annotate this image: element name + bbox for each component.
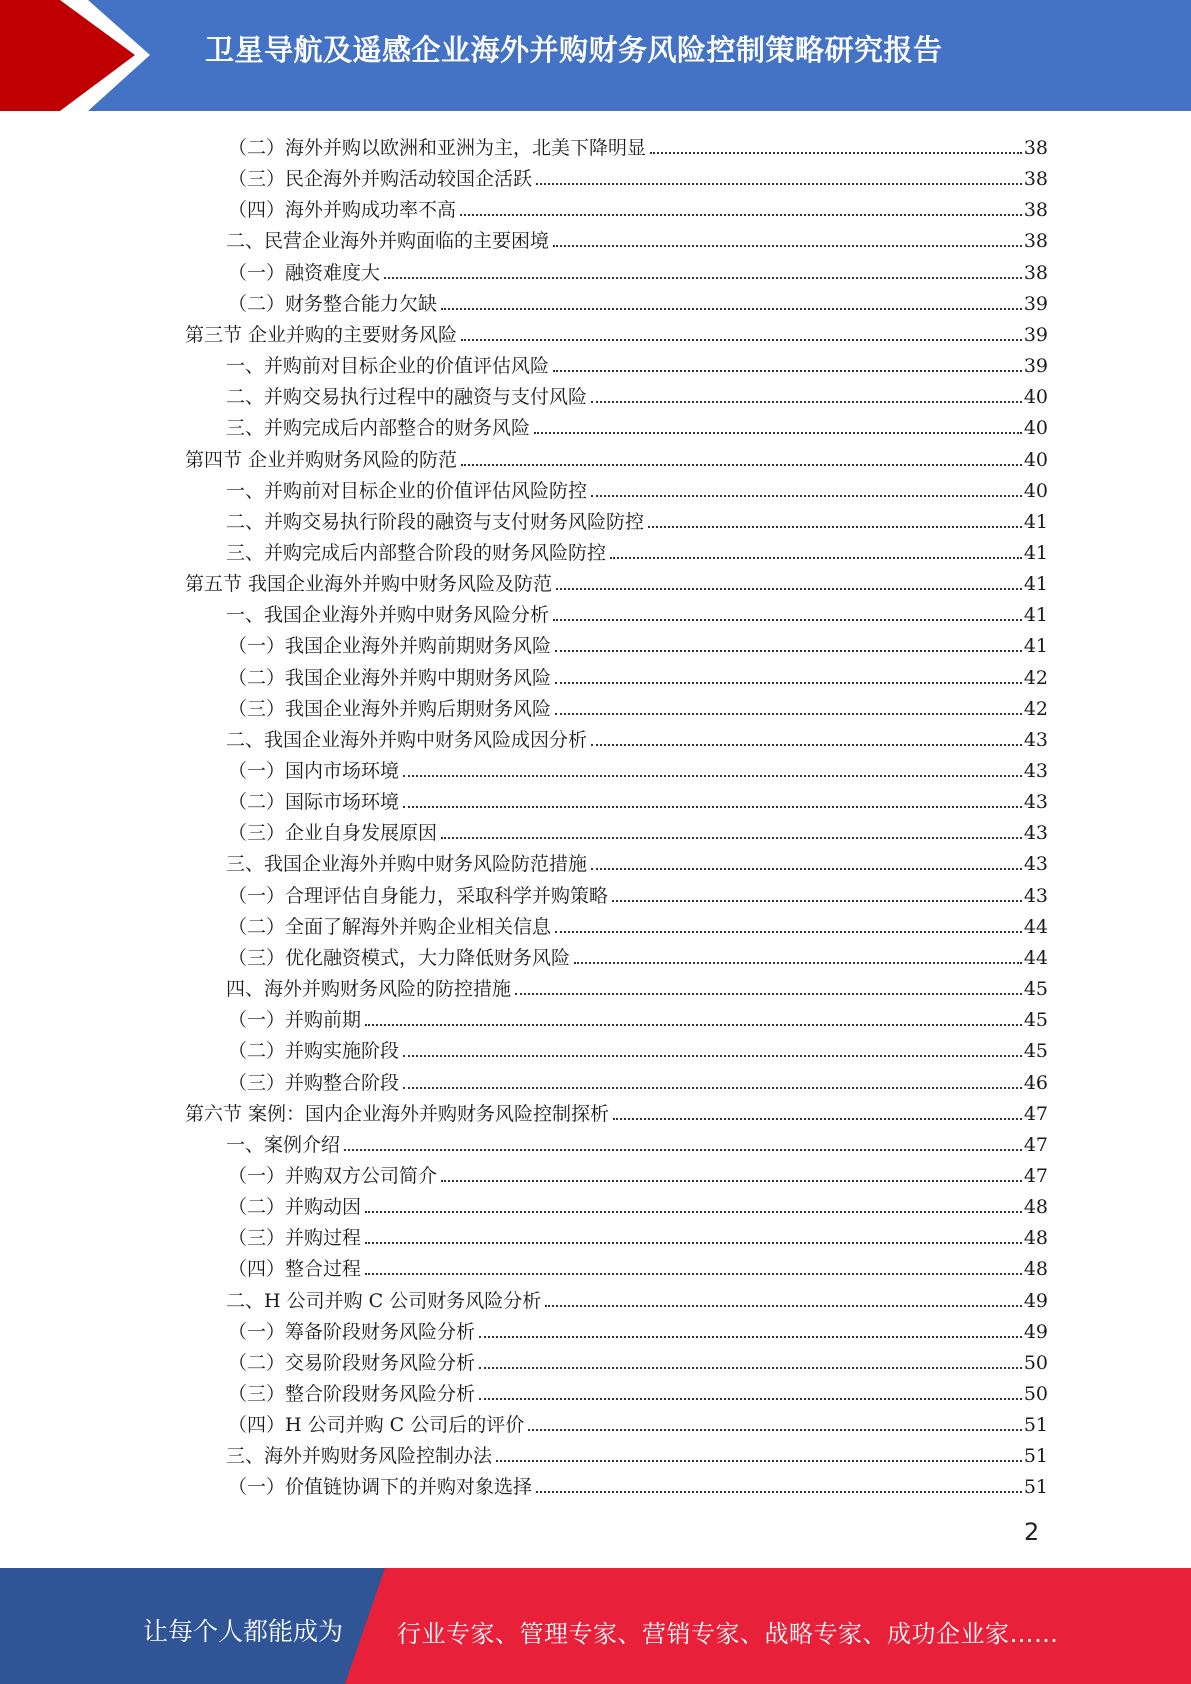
toc-entry-page: 49 xyxy=(1023,1320,1048,1343)
toc-entry[interactable] xyxy=(228,1063,1048,1094)
toc-entry-page: 44 xyxy=(1023,946,1048,969)
toc-dot-leader xyxy=(556,588,1022,590)
toc-entry-page: 50 xyxy=(1023,1383,1048,1405)
toc-entry-title: （二）海外并购以欧洲和亚洲为主，北美下降明显 xyxy=(228,137,647,159)
toc-entry[interactable] xyxy=(185,315,1048,346)
toc-dot-leader xyxy=(528,1429,1022,1431)
toc-entry-title: （三）并购过程 xyxy=(228,1227,362,1250)
toc-dot-leader xyxy=(591,744,1022,746)
toc-entry-page: 38 xyxy=(1023,137,1048,159)
toc-entry-title: 三、我国企业海外并购中财务风险防范措施 xyxy=(226,853,588,876)
toc-dot-leader xyxy=(591,401,1022,403)
toc-entry-page: 43 xyxy=(1023,791,1048,814)
toc-entry[interactable] xyxy=(226,969,1048,1000)
toc-entry[interactable] xyxy=(185,440,1048,471)
toc-dot-leader xyxy=(403,1087,1022,1089)
toc-entry-page: 41 xyxy=(1023,604,1048,627)
toc-entry[interactable] xyxy=(228,938,1048,969)
toc-entry[interactable] xyxy=(226,471,1048,502)
toc-entry[interactable] xyxy=(228,1374,1048,1405)
toc-entry-title: 二、我国企业海外并购中财务风险成因分析 xyxy=(226,728,588,751)
toc-entry[interactable] xyxy=(228,1249,1048,1280)
toc-dot-leader xyxy=(479,1336,1022,1338)
page-footer xyxy=(0,1568,1191,1684)
toc-entry[interactable] xyxy=(228,1405,1048,1436)
page-number: 2 xyxy=(1024,1518,1040,1546)
toc-entry[interactable] xyxy=(228,1312,1048,1343)
toc-dot-leader xyxy=(365,1211,1022,1213)
toc-dot-leader xyxy=(460,214,1022,216)
toc-entry-title: 二、H 公司并购 C 公司财务风险分析 xyxy=(226,1289,542,1312)
toc-dot-leader xyxy=(496,1460,1022,1462)
toc-entry-page: 47 xyxy=(1023,1102,1048,1125)
toc-dot-leader xyxy=(555,931,1022,933)
toc-dot-leader xyxy=(515,993,1022,995)
toc-dot-leader xyxy=(553,619,1022,621)
toc-entry[interactable] xyxy=(226,221,1048,252)
toc-entry[interactable] xyxy=(228,1218,1048,1249)
toc-entry-title: （一）并购双方公司简介 xyxy=(228,1164,438,1187)
toc-entry-title: 二、并购交易执行过程中的融资与支付风险 xyxy=(226,386,588,409)
toc-entry-title: 三、海外并购财务风险控制办法 xyxy=(226,1445,493,1468)
toc-entry[interactable] xyxy=(226,1125,1048,1156)
toc-entry-title: （一）国内市场环境 xyxy=(228,760,400,782)
toc-entry-title: （三）优化融资模式，大力降低财务风险 xyxy=(228,946,571,969)
footer-slogan-left: 让每个人都能成为 xyxy=(143,1617,344,1646)
toc-dot-leader xyxy=(441,1180,1022,1182)
toc-entry[interactable] xyxy=(228,1187,1048,1218)
toc-entry-page: 43 xyxy=(1023,884,1048,907)
toc-entry-title: 第四节 企业并购财务风险的防范 xyxy=(185,448,458,471)
toc-entry-title: 一、我国企业海外并购中财务风险分析 xyxy=(226,604,550,627)
toc-entry-page: 44 xyxy=(1023,915,1048,938)
toc-entry-title: （一）并购前期 xyxy=(228,1009,362,1032)
toc-entry-title: （一）我国企业海外并购前期财务风险 xyxy=(228,635,552,658)
toc-dot-leader xyxy=(534,432,1022,434)
toc-entry-page: 40 xyxy=(1023,479,1048,502)
toc-entry-page: 40 xyxy=(1023,386,1048,409)
toc-entry-page: 47 xyxy=(1023,1133,1048,1156)
toc-dot-leader xyxy=(591,495,1022,497)
toc-entry-title: （二）国际市场环境 xyxy=(228,791,400,814)
toc-entry-page: 48 xyxy=(1023,1227,1048,1250)
page-header xyxy=(0,0,1191,111)
toc-entry-title: （二）并购动因 xyxy=(228,1196,362,1219)
toc-dot-leader xyxy=(441,837,1022,839)
toc-dot-leader xyxy=(612,900,1022,902)
toc-entry-page: 49 xyxy=(1023,1289,1048,1312)
toc-dot-leader xyxy=(344,1149,1022,1151)
toc-dot-leader xyxy=(650,152,1022,154)
toc-entry[interactable] xyxy=(226,1436,1048,1467)
footer-slogan-right: 行业专家、管理专家、营销专家、战略专家、成功企业家…… xyxy=(397,1620,1059,1648)
toc-entry-title: （二）全面了解海外并购企业相关信息 xyxy=(228,915,552,938)
toc-entry[interactable] xyxy=(228,1031,1048,1062)
toc-entry-title: （四）整合过程 xyxy=(228,1258,362,1281)
toc-entry-page: 39 xyxy=(1023,323,1048,346)
toc-dot-leader xyxy=(441,308,1022,310)
toc-entry-page: 46 xyxy=(1023,1071,1048,1094)
toc-entry[interactable] xyxy=(226,533,1048,564)
toc-entry-title: （三）我国企业海外并购后期财务风险 xyxy=(228,697,552,720)
toc-entry-page: 48 xyxy=(1023,1258,1048,1281)
toc-dot-leader xyxy=(403,806,1022,808)
toc-entry-title: 一、并购前对目标企业的价值评估风险 xyxy=(226,355,550,378)
toc-entry-title: 二、并购交易执行阶段的融资与支付财务风险防控 xyxy=(226,510,645,533)
toc-entry-title: （一）合理评估自身能力，采取科学并购策略 xyxy=(228,884,609,907)
toc-entry[interactable] xyxy=(228,751,1048,782)
toc-entry-page: 43 xyxy=(1023,853,1048,876)
toc-entry-page: 47 xyxy=(1023,1164,1048,1187)
toc-dot-leader xyxy=(479,1367,1022,1369)
toc-entry-page: 51 xyxy=(1023,1476,1048,1499)
toc-entry-page: 42 xyxy=(1023,697,1048,720)
toc-dot-leader xyxy=(613,1118,1022,1120)
toc-entry-title: （二）交易阶段财务风险分析 xyxy=(228,1351,476,1374)
toc-entry-page: 40 xyxy=(1023,448,1048,471)
toc-entry-page: 48 xyxy=(1023,1196,1048,1219)
toc-entry-page: 40 xyxy=(1023,417,1048,440)
toc-dot-leader xyxy=(384,277,1022,279)
toc-entry-title: （一）筹备阶段财务风险分析 xyxy=(228,1320,476,1343)
toc-entry-title: （三）企业自身发展原因 xyxy=(228,822,438,845)
toc-dot-leader xyxy=(555,713,1022,715)
toc-entry[interactable] xyxy=(226,502,1048,533)
toc-entry[interactable] xyxy=(226,720,1048,751)
toc-entry-page: 38 xyxy=(1023,199,1048,222)
toc-entry[interactable] xyxy=(226,844,1048,875)
toc-entry[interactable] xyxy=(228,253,1048,284)
toc-entry-page: 39 xyxy=(1023,355,1048,378)
toc-entry-page: 50 xyxy=(1023,1351,1048,1374)
toc-entry[interactable] xyxy=(228,689,1048,720)
toc-entry-title: 第三节 企业并购的主要财务风险 xyxy=(185,323,458,346)
toc-entry-title: （二）财务整合能力欠缺 xyxy=(228,292,438,315)
toc-entry[interactable] xyxy=(228,284,1048,315)
toc-entry-title: （三）民企海外并购活动较国企活跃 xyxy=(228,168,533,191)
toc-entry[interactable] xyxy=(228,1156,1048,1187)
toc-entry-page: 51 xyxy=(1023,1445,1048,1468)
toc-entry[interactable] xyxy=(185,564,1048,595)
toc-entry-page: 38 xyxy=(1023,230,1048,253)
toc-dot-leader xyxy=(365,1024,1022,1026)
toc-entry-title: （二）并购实施阶段 xyxy=(228,1040,400,1063)
toc-entry-page: 38 xyxy=(1023,261,1048,284)
toc-entry-title: 三、并购完成后内部整合的财务风险 xyxy=(226,417,531,440)
toc-entry[interactable] xyxy=(228,907,1048,938)
toc-entry[interactable] xyxy=(228,658,1048,689)
report-title: 卫星导航及遥感企业海外并购财务风险控制策略研究报告 xyxy=(205,33,943,67)
toc-entry-title: （四）海外并购成功率不高 xyxy=(228,199,457,222)
toc-entry[interactable] xyxy=(228,626,1048,657)
toc-entry-page: 43 xyxy=(1023,822,1048,845)
toc-entry-title: 四、海外并购财务风险的防控措施 xyxy=(226,978,512,1001)
toc-entry[interactable] xyxy=(228,190,1048,221)
toc-entry-page: 42 xyxy=(1023,666,1048,689)
toc-entry-title: 第六节 案例：国内企业海外并购财务风险控制探析 xyxy=(185,1102,610,1125)
toc-entry-page: 45 xyxy=(1023,978,1048,1001)
toc-entry[interactable] xyxy=(185,1094,1048,1125)
toc-entry-page: 45 xyxy=(1023,1040,1048,1063)
toc-dot-leader xyxy=(536,1491,1022,1493)
toc-entry-page: 43 xyxy=(1023,728,1048,751)
toc-entry-page: 45 xyxy=(1023,1009,1048,1032)
toc-entry[interactable] xyxy=(226,408,1048,439)
toc-entry[interactable] xyxy=(226,346,1048,377)
toc-dot-leader xyxy=(553,370,1022,372)
toc-entry[interactable] xyxy=(226,377,1048,408)
toc-dot-leader xyxy=(479,1398,1022,1400)
toc-entry-title: 三、并购完成后内部整合阶段的财务风险防控 xyxy=(226,541,607,564)
toc-entry[interactable] xyxy=(228,782,1048,813)
toc-entry-page: 41 xyxy=(1023,573,1048,596)
toc-entry-page: 43 xyxy=(1023,760,1048,782)
toc-entry[interactable] xyxy=(228,1000,1048,1031)
toc-entry-title: （三）并购整合阶段 xyxy=(228,1071,400,1094)
toc-entry-title: 一、并购前对目标企业的价值评估风险防控 xyxy=(226,479,588,502)
toc-entry-title: （一）价值链协调下的并购对象选择 xyxy=(228,1476,533,1499)
toc-dot-leader xyxy=(403,775,1022,777)
toc-entry-title: （二）我国企业海外并购中期财务风险 xyxy=(228,666,552,689)
toc-entry-title: （三）整合阶段财务风险分析 xyxy=(228,1383,476,1405)
toc-entry[interactable] xyxy=(228,813,1048,844)
toc-dot-leader xyxy=(365,1242,1022,1244)
toc-dot-leader xyxy=(555,682,1022,684)
toc-dot-leader xyxy=(574,962,1022,964)
toc-entry[interactable] xyxy=(228,876,1048,907)
toc-entry-title: 二、民营企业海外并购面临的主要困境 xyxy=(226,230,550,253)
toc-entry-page: 41 xyxy=(1023,510,1048,533)
toc-entry-page: 41 xyxy=(1023,541,1048,564)
toc-dot-leader xyxy=(403,1055,1022,1057)
toc-entry[interactable] xyxy=(228,128,1048,159)
toc-entry[interactable] xyxy=(228,159,1048,190)
toc-dot-leader xyxy=(610,557,1022,559)
toc-entry-title: 第五节 我国企业海外并购中财务风险及防范 xyxy=(185,573,553,596)
toc-entry-title: 一、案例介绍 xyxy=(226,1133,341,1156)
toc-entry-page: 39 xyxy=(1023,292,1048,315)
toc-entry[interactable] xyxy=(228,1343,1048,1374)
toc-dot-leader xyxy=(553,245,1022,247)
toc-dot-leader xyxy=(461,464,1022,466)
toc-dot-leader xyxy=(545,1305,1022,1307)
toc-entry[interactable] xyxy=(228,1467,1048,1498)
toc-dot-leader xyxy=(536,183,1022,185)
toc-entry-page: 41 xyxy=(1023,635,1048,658)
toc-entry-page: 38 xyxy=(1023,168,1048,191)
toc-entry-title: （四）H 公司并购 C 公司后的评价 xyxy=(228,1414,525,1437)
toc-dot-leader xyxy=(555,650,1022,652)
toc-entry-title: （一）融资难度大 xyxy=(228,261,381,284)
toc-dot-leader xyxy=(648,526,1022,528)
toc-dot-leader xyxy=(461,339,1022,341)
toc-dot-leader xyxy=(591,868,1022,870)
toc-dot-leader xyxy=(365,1273,1022,1275)
toc-entry-page: 51 xyxy=(1023,1414,1048,1437)
toc-entry[interactable] xyxy=(226,595,1048,626)
toc-entry[interactable] xyxy=(226,1281,1048,1312)
